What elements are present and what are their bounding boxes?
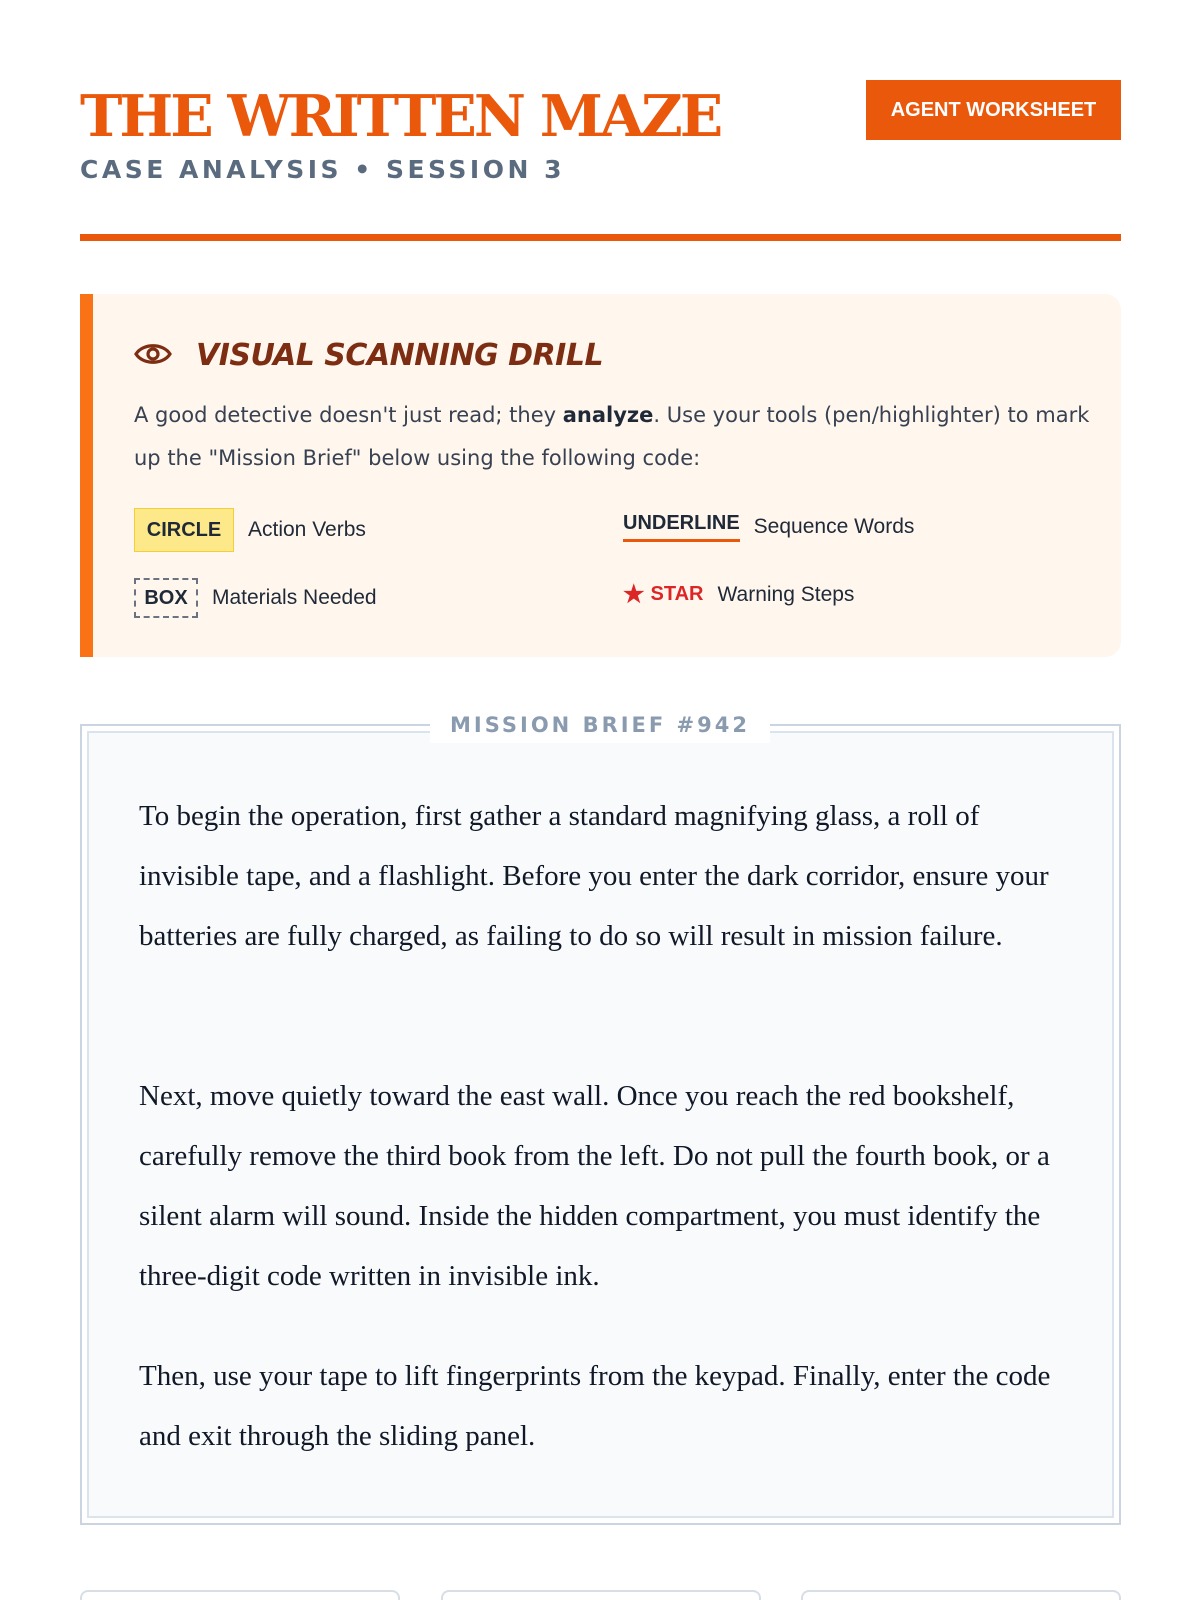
legend-underline: [623, 512, 914, 542]
brief-paragraph: To begin the operation, first gather a standard magnifying glass, a roll of invisible tape, and a flashlight. Before you enter the dark corridor, ensure your batteries are fully charged, as failing to do so will result in mission failure.: [139, 800, 1049, 952]
brief-paragraph: Then, use your tape to lift fingerprints from the keypad. Finally, enter the code and exit through the sliding panel.: [139, 1360, 1051, 1452]
star-marker-label: STAR: [650, 583, 704, 605]
page-title: THE WRITTEN MAZE: [80, 83, 721, 150]
underline-marker: UNDERLINE: [623, 512, 740, 542]
box-marker: BOX: [134, 578, 198, 618]
legend-description: Sequence Words: [753, 515, 915, 538]
bottom-card: [801, 1590, 1121, 1600]
eye-icon: [134, 340, 172, 368]
legend-star: [623, 580, 854, 609]
drill-panel: [80, 294, 1121, 657]
drill-instructions: [134, 394, 1094, 480]
mission-brief-label: MISSION BRIEF #942: [430, 707, 770, 743]
star-icon: ★: [623, 581, 645, 608]
drill-accent-bar: [80, 294, 93, 657]
bottom-card: [441, 1590, 761, 1600]
legend-circle: [134, 508, 366, 552]
brief-paragraph: Next, move quietly toward the east wall. Once you reach the red bookshelf, carefully remove the third book from the left. Do not pull the fourth book, or a silent alarm will sound. Inside the hidden compartment, you must identify the three-digit code written in invisible ink.: [139, 1080, 1050, 1292]
star-marker: [623, 580, 703, 609]
drill-intro-emphasis: analyze: [562, 403, 654, 427]
legend-description: Warning Steps: [717, 582, 855, 606]
drill-intro-text-end: . Use your tools (pen/highlighter) to mark up the "Mission Brief" below using the following code:: [134, 403, 1090, 470]
agent-worksheet-badge: AGENT WORKSHEET: [866, 80, 1121, 140]
legend-box: [134, 578, 377, 618]
bottom-card: [80, 1590, 400, 1600]
legend-description: Materials Needed: [212, 586, 377, 609]
drill-intro-text: A good detective doesn't just read; they: [134, 403, 563, 427]
legend-description: Action Verbs: [248, 518, 366, 541]
drill-title: VISUAL SCANNING DRILL: [196, 338, 604, 373]
header-divider: [80, 234, 1121, 241]
circle-marker: CIRCLE: [134, 508, 234, 552]
page-subtitle: CASE ANALYSIS • SESSION 3: [80, 155, 565, 184]
